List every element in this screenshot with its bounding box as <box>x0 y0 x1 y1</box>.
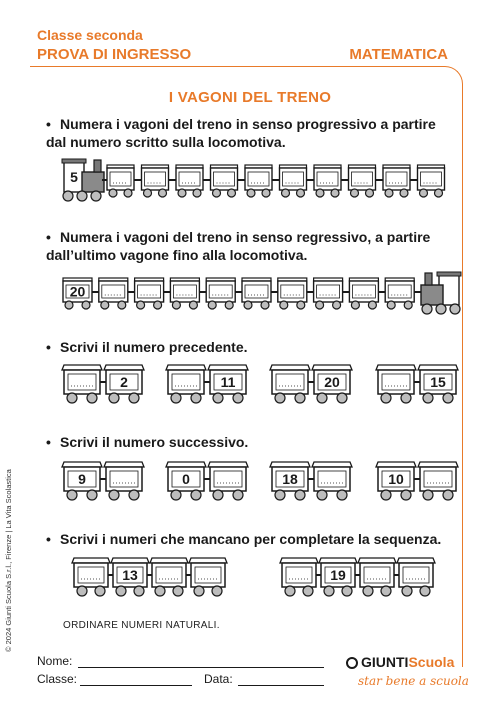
locomotive-roof <box>62 159 86 163</box>
wheel-icon <box>191 490 201 500</box>
wagon-number: 18 <box>282 471 298 487</box>
wheel-icon <box>171 393 181 403</box>
instruction-3-text: Scrivi il numero precedente. <box>60 339 248 355</box>
brand-g-icon <box>346 657 358 669</box>
wheel-icon <box>77 586 87 596</box>
instruction-5-text: Scrivi i numeri che mancano per completare la sequenza. <box>60 531 442 547</box>
wheel-icon <box>124 189 132 197</box>
wheel-icon <box>91 191 101 201</box>
instruction-2-text: Numera i vagoni del treno in senso regressivo, a partire dall’ultimo vagone fino alla locomotiva. <box>46 229 431 263</box>
wagon-body <box>278 281 307 302</box>
wagon-body <box>74 563 108 587</box>
wagon <box>166 462 206 500</box>
wagon-body <box>176 168 203 190</box>
instruction-4: • Scrivi il numero successivo. <box>46 434 249 450</box>
wagon <box>280 165 307 197</box>
wheel-icon <box>247 189 255 197</box>
wagon-number: 15 <box>430 374 446 390</box>
wagon <box>242 278 271 309</box>
instruction-5: • Scrivi i numeri che mancano per completare la sequenza. <box>46 531 442 547</box>
wheel-icon <box>134 586 144 596</box>
wheel-icon <box>366 189 374 197</box>
wheel-icon <box>381 586 391 596</box>
wagon <box>189 558 227 596</box>
wagon-body <box>211 168 238 190</box>
wagon <box>62 462 102 500</box>
wagon <box>376 365 416 403</box>
locomotive-icon <box>421 272 461 314</box>
wagon-body <box>349 168 376 190</box>
wheel-icon <box>297 301 305 309</box>
wheel-icon <box>109 189 117 197</box>
wheel-icon <box>324 586 334 596</box>
class-field-label: Classe: <box>37 672 78 686</box>
wagon <box>208 462 248 500</box>
wagon <box>349 165 376 197</box>
wagon <box>135 278 164 309</box>
wheel-icon <box>316 189 324 197</box>
wagon-body <box>135 281 164 302</box>
wheel-icon <box>144 189 152 197</box>
wheel-icon <box>101 301 109 309</box>
subject-label: MATEMATICA <box>349 46 448 63</box>
wagon <box>397 558 435 596</box>
wagon <box>314 278 343 309</box>
wheel-icon <box>316 301 324 309</box>
wagon <box>170 278 199 309</box>
wagon <box>418 165 445 197</box>
wagon <box>104 365 144 403</box>
wagon-number: 11 <box>220 374 236 390</box>
wheel-icon <box>387 301 395 309</box>
wagon <box>270 365 310 403</box>
wagon <box>280 558 318 596</box>
wheel-icon <box>109 393 119 403</box>
wheel-icon <box>337 393 347 403</box>
wagon-body <box>152 563 186 587</box>
wheel-icon <box>285 586 295 596</box>
wheel-icon <box>191 393 201 403</box>
wagon <box>312 462 352 500</box>
wheel-icon <box>95 586 105 596</box>
wagon-body <box>206 281 235 302</box>
date-label: Data: <box>204 672 233 686</box>
wheel-icon <box>400 189 408 197</box>
copyright-text: © 2024 Giunti Scuola S.r.l., Firenze | La Vita Scolastica <box>4 469 13 652</box>
wagon <box>63 278 92 309</box>
wheel-icon <box>82 301 90 309</box>
wheel-icon <box>159 189 167 197</box>
wheel-icon <box>77 191 87 201</box>
wheel-icon <box>351 189 359 197</box>
locomotive-boiler <box>421 285 443 305</box>
name-field[interactable] <box>78 666 324 668</box>
wheel-icon <box>189 301 197 309</box>
wagon-body <box>242 281 271 302</box>
wheel-icon <box>67 490 77 500</box>
wagon <box>358 558 396 596</box>
wheel-icon <box>228 189 236 197</box>
wagon <box>245 165 272 197</box>
wheel-icon <box>351 301 359 309</box>
wagon-body <box>383 168 410 190</box>
name-label: Nome: <box>37 654 73 668</box>
wagon <box>107 165 134 197</box>
wagon <box>208 365 248 403</box>
instruction-2: • Numera i vagoni del treno in senso regressivo, a partire dall’ultimo vagone fino alla locomotiva. <box>46 229 431 263</box>
wagon-body <box>349 281 378 302</box>
wagon <box>278 278 307 309</box>
wheel-icon <box>137 301 145 309</box>
wheel-icon <box>436 304 446 314</box>
instruction-3: • Scrivi il numero precedente. <box>46 339 248 355</box>
wheel-icon <box>213 189 221 197</box>
wheel-icon <box>193 189 201 197</box>
wheel-icon <box>450 304 460 314</box>
wagon-number: 20 <box>324 374 340 390</box>
wheel-icon <box>404 301 412 309</box>
wagon <box>376 462 416 500</box>
wagon-body <box>107 168 134 190</box>
wheel-icon <box>337 490 347 500</box>
date-field[interactable] <box>238 684 324 686</box>
wheel-icon <box>213 490 223 500</box>
wheel-icon <box>155 586 165 596</box>
locomotive-boiler <box>82 172 104 192</box>
wheel-icon <box>402 586 412 596</box>
wagon-body <box>282 563 316 587</box>
wheel-icon <box>173 586 183 596</box>
wheel-icon <box>420 189 428 197</box>
wheel-icon <box>172 301 180 309</box>
wheel-icon <box>65 301 73 309</box>
wagon-number: 13 <box>122 567 138 583</box>
wheel-icon <box>295 393 305 403</box>
wheel-icon <box>212 586 222 596</box>
wagon <box>142 165 169 197</box>
wheel-icon <box>171 490 181 500</box>
wheel-icon <box>178 189 186 197</box>
locomotive-number: 5 <box>70 169 78 185</box>
locomotive-roof <box>437 272 461 276</box>
wagon <box>211 165 238 197</box>
wheel-icon <box>116 586 126 596</box>
locomotive-chimney <box>425 273 432 285</box>
wagon <box>62 365 102 403</box>
wheel-icon <box>317 393 327 403</box>
wagon <box>418 365 458 403</box>
wheel-icon <box>87 490 97 500</box>
wagon-body <box>191 563 225 587</box>
instruction-1: • Numera i vagoni del treno in senso progressivo a partire dal numero scritto sulla locomotiva. <box>46 116 436 150</box>
wagon <box>99 278 128 309</box>
wheel-icon <box>401 490 411 500</box>
wheel-icon <box>275 490 285 500</box>
wheel-icon <box>282 189 290 197</box>
wheel-icon <box>194 586 204 596</box>
wheel-icon <box>295 490 305 500</box>
class-label: Classe seconda <box>37 27 143 43</box>
wagon-body <box>399 563 433 587</box>
wagon <box>312 365 352 403</box>
wheel-icon <box>213 393 223 403</box>
wagon <box>150 558 188 596</box>
wagon <box>206 278 235 309</box>
wagon <box>314 165 341 197</box>
wheel-icon <box>443 393 453 403</box>
wheel-icon <box>342 586 352 596</box>
wheel-icon <box>331 189 339 197</box>
wagon-body <box>360 563 394 587</box>
wheel-icon <box>233 393 243 403</box>
wheel-icon <box>423 393 433 403</box>
wagon <box>418 462 458 500</box>
wheel-icon <box>63 191 73 201</box>
wheel-icon <box>420 586 430 596</box>
wheel-icon <box>129 393 139 403</box>
wheel-icon <box>317 490 327 500</box>
wagon <box>104 462 144 500</box>
wheel-icon <box>435 189 443 197</box>
wagon-number: 9 <box>78 471 86 487</box>
wagon <box>176 165 203 197</box>
wagon-body <box>245 168 272 190</box>
wheel-icon <box>381 490 391 500</box>
wheel-icon <box>244 301 252 309</box>
wagon-body <box>418 168 445 190</box>
wagon-body <box>314 168 341 190</box>
wheel-icon <box>208 301 216 309</box>
instruction-4-text: Scrivi il numero successivo. <box>60 434 249 450</box>
wagon <box>319 558 357 596</box>
wagon <box>111 558 149 596</box>
wagon-body <box>280 168 307 190</box>
wagon <box>385 278 414 309</box>
wheel-icon <box>422 304 432 314</box>
wagon <box>72 558 110 596</box>
instruction-1-text: Numera i vagoni del treno in senso progressivo a partire dal numero scritto sulla locomotiva. <box>46 116 436 150</box>
wagon-body <box>385 281 414 302</box>
wheel-icon <box>303 586 313 596</box>
class-field[interactable] <box>80 684 192 686</box>
wagon <box>166 365 206 403</box>
wheel-icon <box>280 301 288 309</box>
wagon-body <box>99 281 128 302</box>
wheel-icon <box>262 189 270 197</box>
wheel-icon <box>67 393 77 403</box>
wagon-number: 10 <box>388 471 404 487</box>
wheel-icon <box>87 393 97 403</box>
wheel-icon <box>297 189 305 197</box>
wheel-icon <box>401 393 411 403</box>
brand-name-part1: GIUNTI <box>361 654 409 670</box>
wheel-icon <box>368 301 376 309</box>
wagon <box>270 462 310 500</box>
wagon-number: 20 <box>69 283 86 300</box>
wheel-icon <box>129 490 139 500</box>
wheel-icon <box>385 189 393 197</box>
brand-tagline: star bene a scuola <box>358 674 469 688</box>
wagon-number: 2 <box>120 374 128 390</box>
test-label: PROVA DI INGRESSO <box>37 46 192 63</box>
wagon <box>383 165 410 197</box>
worksheet-title: I VAGONI DEL TRENO <box>168 89 332 106</box>
wagon <box>349 278 378 309</box>
topic-label: ORDINARE NUMERI NATURALI. <box>63 620 220 631</box>
wheel-icon <box>381 393 391 403</box>
wagon-body <box>170 281 199 302</box>
wheel-icon <box>423 490 433 500</box>
wheel-icon <box>261 301 269 309</box>
wheel-icon <box>154 301 162 309</box>
brand-name-part2: Scuola <box>408 654 455 670</box>
wheel-icon <box>275 393 285 403</box>
wheel-icon <box>233 490 243 500</box>
wheel-icon <box>109 490 119 500</box>
wagon-number: 19 <box>330 567 346 583</box>
wagon-body <box>142 168 169 190</box>
wheel-icon <box>363 586 373 596</box>
wheel-icon <box>225 301 233 309</box>
wheel-icon <box>118 301 126 309</box>
locomotive-icon <box>62 159 104 201</box>
wagon-body <box>314 281 343 302</box>
wagon-number: 0 <box>182 471 190 487</box>
wheel-icon <box>443 490 453 500</box>
locomotive-chimney <box>94 160 101 172</box>
brand-logo <box>346 654 454 670</box>
wheel-icon <box>333 301 341 309</box>
